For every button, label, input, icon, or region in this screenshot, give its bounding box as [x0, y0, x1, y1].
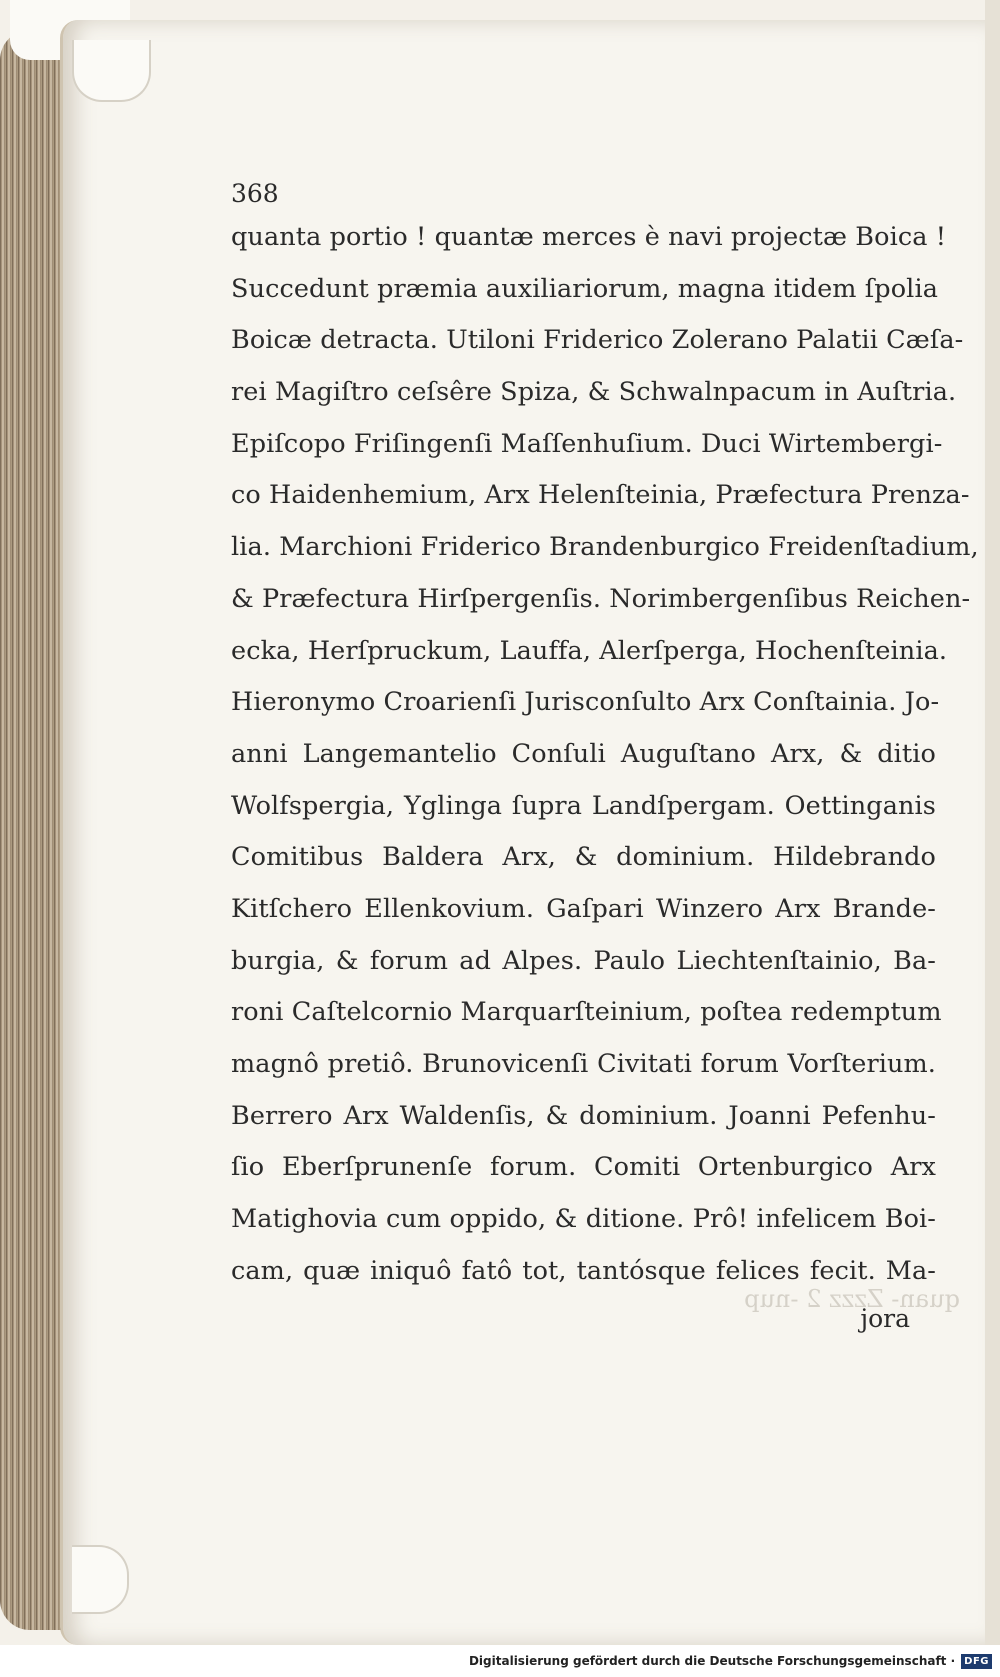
text-line: roni Caſtelcornio Marquarſteinium, poſtea redemptum: [231, 997, 942, 1028]
catchword: jora: [860, 1304, 910, 1334]
footer-bar: [0, 1645, 1000, 1677]
page-number: 368: [231, 179, 279, 208]
text-line: Succedunt præmia auxiliariorum, magna itidem ſpolia: [231, 273, 938, 304]
dfg-logo: DFG: [961, 1654, 992, 1669]
footer-text: Digitalisierung gefördert durch die Deutsche Forschungsgemeinschaft ·: [468, 1654, 956, 1668]
page-tab-bottom: [72, 1545, 129, 1614]
text-line: anni Langemantelio Conſuli Auguſtano Arx, & ditio: [231, 738, 936, 769]
text-line: quanta portio ! quantæ merces è navi projectæ Boica !: [231, 222, 947, 252]
text-line: ſio Eberſprunenſe forum. Comiti Ortenburgico Arx: [231, 1152, 936, 1183]
text-line: Kitſchero Ellenkovium. Gaſpari Winzero Arx Brande-: [231, 893, 936, 924]
text-line: burgia, & forum ad Alpes. Paulo Liechtenſtainio, Ba-: [231, 945, 936, 976]
text-line: lia. Marchioni Friderico Brandenburgico Freidenſtadium,: [231, 532, 979, 563]
text-line: Hieronymo Croarienſi Jurisconſulto Arx Conſtainia. Jo-: [231, 687, 940, 718]
text-line: magnô pretiô. Brunovicenſi Civitati forum Vorſterium.: [231, 1049, 936, 1079]
text-line: Epiſcopo Friſingenſi Maſſenhuſium. Duci Wirtembergi-: [231, 428, 943, 459]
text-block: [231, 212, 979, 1297]
text-line: co Haidenhemium, Arx Helenſteinia, Præfectura Prenza-: [231, 480, 970, 511]
text-line: cam, quæ iniquô fatô tot, tantósque felices fecit. Ma-: [231, 1255, 936, 1286]
text-line: Matighovia cum oppido, & ditione. Prô! infelicem Boi-: [231, 1204, 936, 1235]
text-line: Berrero Arx Waldenſis, & dominium. Joanni Pefenhu-: [231, 1100, 936, 1131]
text-line: Wolfspergia, Yglinga ſupra Landſpergam. Oettinganis: [231, 790, 936, 821]
page-content: [231, 178, 979, 1339]
bleed-through-text: quan- Zzzz 2 -nup: [744, 1285, 960, 1313]
text-line: rei Magiſtro ceſsêre Spiza, & Schwalnpacum in Auſtria.: [231, 377, 957, 408]
text-line: Comitibus Baldera Arx, & dominium. Hildebrando: [231, 842, 936, 873]
text-line: ecka, Herſpruckum, Lauffa, Alerſperga, Hochenſteinia.: [231, 635, 948, 666]
page-tab-top: [72, 40, 151, 102]
right-edge: [985, 0, 1000, 1645]
text-line: Boicæ detracta. Utiloni Friderico Zolerano Palatii Cæſa-: [231, 325, 964, 356]
text-line: & Præfectura Hirſpergenſis. Norimbergenſibus Reichen-: [231, 583, 971, 614]
